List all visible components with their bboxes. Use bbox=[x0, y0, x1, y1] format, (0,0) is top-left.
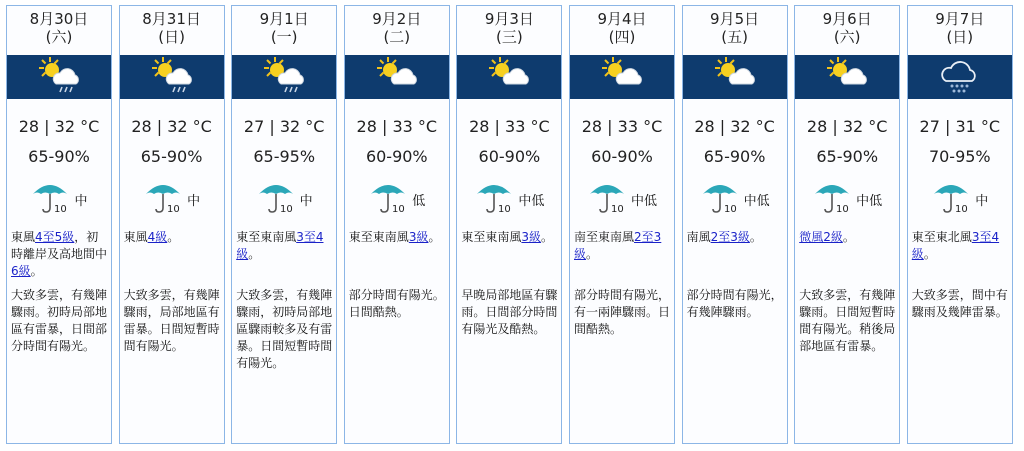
day-column bbox=[6, 5, 112, 444]
humidity-range: 65-90% bbox=[140, 147, 203, 166]
psr-indicator[interactable] bbox=[908, 179, 1012, 219]
psr-level: 中低 bbox=[518, 193, 545, 209]
wind-force-link[interactable]: 3至4級 bbox=[911, 230, 1000, 261]
date-label: 8月30日 bbox=[29, 10, 89, 28]
umbrella-icon[interactable] bbox=[931, 178, 971, 220]
wind-text: 。 bbox=[248, 247, 261, 261]
wind-force-link[interactable]: 4至5級 bbox=[35, 230, 75, 244]
wind-text: 。 bbox=[923, 247, 936, 261]
svg-text:10: 10 bbox=[723, 204, 737, 215]
temperature-range: 27 | 32 °C bbox=[243, 117, 325, 136]
date-header bbox=[120, 6, 224, 55]
wind-force-link[interactable]: 6級 bbox=[11, 264, 31, 278]
weather-icon-band bbox=[457, 55, 561, 99]
weather-description: 大致多雲，有幾陣驟雨。日間短暫時間有陽光。稍後局部地區有雷暴。 bbox=[799, 288, 896, 353]
sunny-intervals-icon[interactable] bbox=[486, 54, 532, 100]
svg-text:10: 10 bbox=[279, 204, 293, 215]
svg-text:10: 10 bbox=[836, 204, 849, 215]
weather-description: 大致多雲，有幾陣驟雨，初時局部地區驟雨較多及有雷暴。日間短暫時間有陽光。 bbox=[236, 288, 333, 370]
wind-text: 。 bbox=[586, 247, 599, 261]
wind-text: 南風 bbox=[686, 230, 711, 244]
date-label: 9月2日 bbox=[372, 10, 422, 28]
psr-indicator[interactable] bbox=[795, 179, 899, 219]
psr-level: 中 bbox=[975, 193, 989, 209]
date-label: 9月6日 bbox=[822, 10, 872, 28]
wind-text: 東至東北風 bbox=[911, 230, 972, 244]
weather-icon-band bbox=[345, 55, 449, 99]
humidity-range: 60-90% bbox=[365, 147, 428, 166]
wind-forecast bbox=[345, 229, 449, 281]
umbrella-icon[interactable] bbox=[474, 178, 514, 220]
temperature-range: 28 | 32 °C bbox=[131, 117, 212, 136]
wind-text: 。 bbox=[428, 230, 441, 244]
psr-indicator[interactable] bbox=[683, 179, 787, 219]
psr-level: 低 bbox=[412, 193, 426, 209]
wind-text: 。 bbox=[30, 264, 43, 278]
weather-icon-band bbox=[795, 55, 899, 99]
wind-forecast bbox=[120, 229, 224, 281]
psr-indicator[interactable] bbox=[570, 179, 674, 219]
psr-level: 中 bbox=[187, 193, 201, 209]
psr-indicator[interactable] bbox=[457, 179, 561, 219]
weather-icon-band bbox=[570, 55, 674, 99]
weather-icon-band bbox=[683, 55, 787, 99]
day-column bbox=[231, 5, 337, 444]
humidity-range: 60-90% bbox=[591, 147, 653, 166]
weekday-label: (一) bbox=[270, 28, 298, 46]
humidity-range: 60-90% bbox=[478, 147, 541, 166]
weekday-label: (二) bbox=[383, 28, 411, 46]
weekday-label: (四) bbox=[608, 28, 636, 46]
date-label: 9月3日 bbox=[484, 10, 534, 28]
temperature-range: 28 | 33 °C bbox=[356, 117, 438, 136]
wind-text: 東風 bbox=[123, 230, 148, 244]
sunny-intervals-icon[interactable] bbox=[374, 54, 420, 100]
svg-text:10: 10 bbox=[955, 204, 969, 215]
psr-indicator[interactable] bbox=[120, 179, 224, 219]
weekday-label: (日) bbox=[158, 28, 185, 46]
day-column bbox=[682, 5, 788, 444]
weekday-label: (六) bbox=[45, 28, 73, 46]
wind-force-link[interactable]: 4級 bbox=[147, 230, 168, 244]
weekday-label: (三) bbox=[496, 28, 523, 46]
date-header bbox=[570, 6, 674, 55]
weather-description: 早晚局部地區有驟雨。日間部分時間有陽光及酷熱。 bbox=[461, 288, 558, 336]
wind-text: 南至東南風 bbox=[574, 230, 635, 244]
temperature-range: 28 | 32 °C bbox=[694, 117, 775, 136]
svg-text:10: 10 bbox=[54, 204, 68, 215]
temperature-range: 28 | 33 °C bbox=[469, 117, 550, 136]
weekday-label: (日) bbox=[946, 28, 974, 46]
umbrella-icon[interactable] bbox=[587, 178, 627, 220]
weather-description: 部分時間有陽光，有一兩陣驟雨。日間酷熱。 bbox=[574, 288, 671, 336]
umbrella-icon[interactable] bbox=[256, 178, 296, 220]
wind-text: 東至東南風 bbox=[348, 230, 409, 244]
wind-forecast bbox=[683, 229, 787, 281]
weather-icon-band bbox=[120, 55, 224, 99]
wind-text: 。 bbox=[842, 230, 855, 244]
weather-description: 大致多雲，有幾陣驟雨，局部地區有雷暴。日間短暫時間有陽光。 bbox=[123, 288, 220, 353]
wind-text: 。 bbox=[749, 230, 762, 244]
svg-text:10: 10 bbox=[498, 204, 512, 215]
date-label: 9月5日 bbox=[710, 10, 760, 28]
umbrella-icon[interactable] bbox=[700, 178, 740, 220]
sunny-periods-rain-icon[interactable] bbox=[261, 54, 307, 100]
wind-forecast bbox=[232, 229, 336, 281]
wind-force-link[interactable]: 2至3級 bbox=[710, 230, 750, 244]
weather-description: 部分時間有陽光，有幾陣驟雨。 bbox=[686, 288, 783, 319]
date-header bbox=[345, 6, 449, 55]
wind-text: 東至東南風 bbox=[461, 230, 522, 244]
weather-description: 大致多雲，有幾陣驟雨。初時局部地區有雷暴，日間部分時間有陽光。 bbox=[11, 288, 108, 353]
sunny-intervals-icon[interactable] bbox=[712, 54, 758, 100]
date-header bbox=[457, 6, 561, 55]
wind-text: 東至東南風 bbox=[236, 230, 297, 244]
psr-level: 中 bbox=[299, 193, 313, 209]
temperature-range: 28 | 33 °C bbox=[581, 117, 663, 136]
day-column bbox=[344, 5, 450, 444]
weather-icon-band bbox=[908, 55, 1012, 99]
wind-text: 東風 bbox=[11, 230, 36, 244]
wind-forecast bbox=[7, 229, 111, 281]
sunny-periods-rain-icon[interactable] bbox=[149, 54, 195, 100]
wind-text: 。 bbox=[541, 230, 554, 244]
umbrella-icon[interactable] bbox=[30, 178, 70, 220]
date-header bbox=[908, 6, 1012, 55]
psr-indicator[interactable] bbox=[345, 179, 449, 219]
sunny-periods-rain-icon[interactable] bbox=[36, 54, 82, 100]
svg-text:10: 10 bbox=[610, 204, 624, 215]
humidity-range: 70-95% bbox=[928, 147, 991, 166]
date-header bbox=[795, 6, 899, 55]
svg-text:10: 10 bbox=[167, 204, 180, 215]
date-label: 8月31日 bbox=[142, 10, 201, 28]
wind-force-link[interactable]: 微風2級 bbox=[799, 230, 843, 244]
psr-level: 中低 bbox=[856, 193, 883, 209]
wind-forecast bbox=[908, 229, 1012, 281]
weekday-label: (五) bbox=[721, 28, 748, 46]
temperature-range: 27 | 31 °C bbox=[919, 117, 1001, 136]
psr-level: 中低 bbox=[743, 193, 770, 209]
day-column bbox=[907, 5, 1013, 444]
cloudy-showers-icon[interactable] bbox=[937, 54, 983, 100]
date-header bbox=[232, 6, 336, 55]
psr-level: 中低 bbox=[630, 193, 657, 209]
wind-text: ，初時離岸及高地間中 bbox=[11, 230, 108, 261]
date-label: 9月4日 bbox=[597, 10, 647, 28]
wind-forecast bbox=[795, 229, 899, 281]
wind-force-link[interactable]: 2至3級 bbox=[574, 230, 662, 261]
humidity-range: 65-90% bbox=[816, 147, 879, 166]
umbrella-icon[interactable] bbox=[812, 178, 852, 220]
day-column bbox=[119, 5, 225, 444]
psr-indicator[interactable] bbox=[232, 179, 336, 219]
weather-description: 大致多雲，間中有驟雨及幾陣雷暴。 bbox=[911, 288, 1008, 319]
psr-level: 中 bbox=[74, 193, 88, 209]
sunny-intervals-icon[interactable] bbox=[824, 54, 870, 100]
weather-icon-band bbox=[232, 55, 336, 99]
weekday-label: (六) bbox=[833, 28, 861, 46]
humidity-range: 65-90% bbox=[703, 147, 766, 166]
psr-indicator[interactable] bbox=[7, 179, 111, 219]
date-label: 9月1日 bbox=[259, 10, 309, 28]
wind-text: 。 bbox=[167, 230, 180, 244]
wind-forecast bbox=[457, 229, 561, 281]
umbrella-icon[interactable] bbox=[368, 178, 408, 220]
humidity-range: 65-90% bbox=[28, 147, 90, 166]
nine-day-forecast bbox=[6, 5, 1018, 446]
umbrella-icon[interactable] bbox=[143, 178, 183, 220]
humidity-range: 65-95% bbox=[253, 147, 316, 166]
wind-force-link[interactable]: 3至4級 bbox=[236, 230, 324, 261]
date-header bbox=[683, 6, 787, 55]
wind-forecast bbox=[570, 229, 674, 281]
weather-description: 部分時間有陽光。日間酷熱。 bbox=[348, 288, 445, 319]
day-column bbox=[794, 5, 900, 444]
sunny-intervals-icon[interactable] bbox=[599, 54, 645, 100]
day-column bbox=[456, 5, 562, 444]
wind-force-link[interactable]: 3級 bbox=[408, 230, 429, 244]
temperature-range: 28 | 32 °C bbox=[806, 117, 888, 136]
temperature-range: 28 | 32 °C bbox=[18, 117, 100, 136]
wind-force-link[interactable]: 3級 bbox=[521, 230, 542, 244]
weather-icon-band bbox=[7, 55, 111, 99]
day-column bbox=[569, 5, 675, 444]
svg-text:10: 10 bbox=[392, 204, 406, 215]
date-label: 9月7日 bbox=[935, 10, 985, 28]
date-header bbox=[7, 6, 111, 55]
